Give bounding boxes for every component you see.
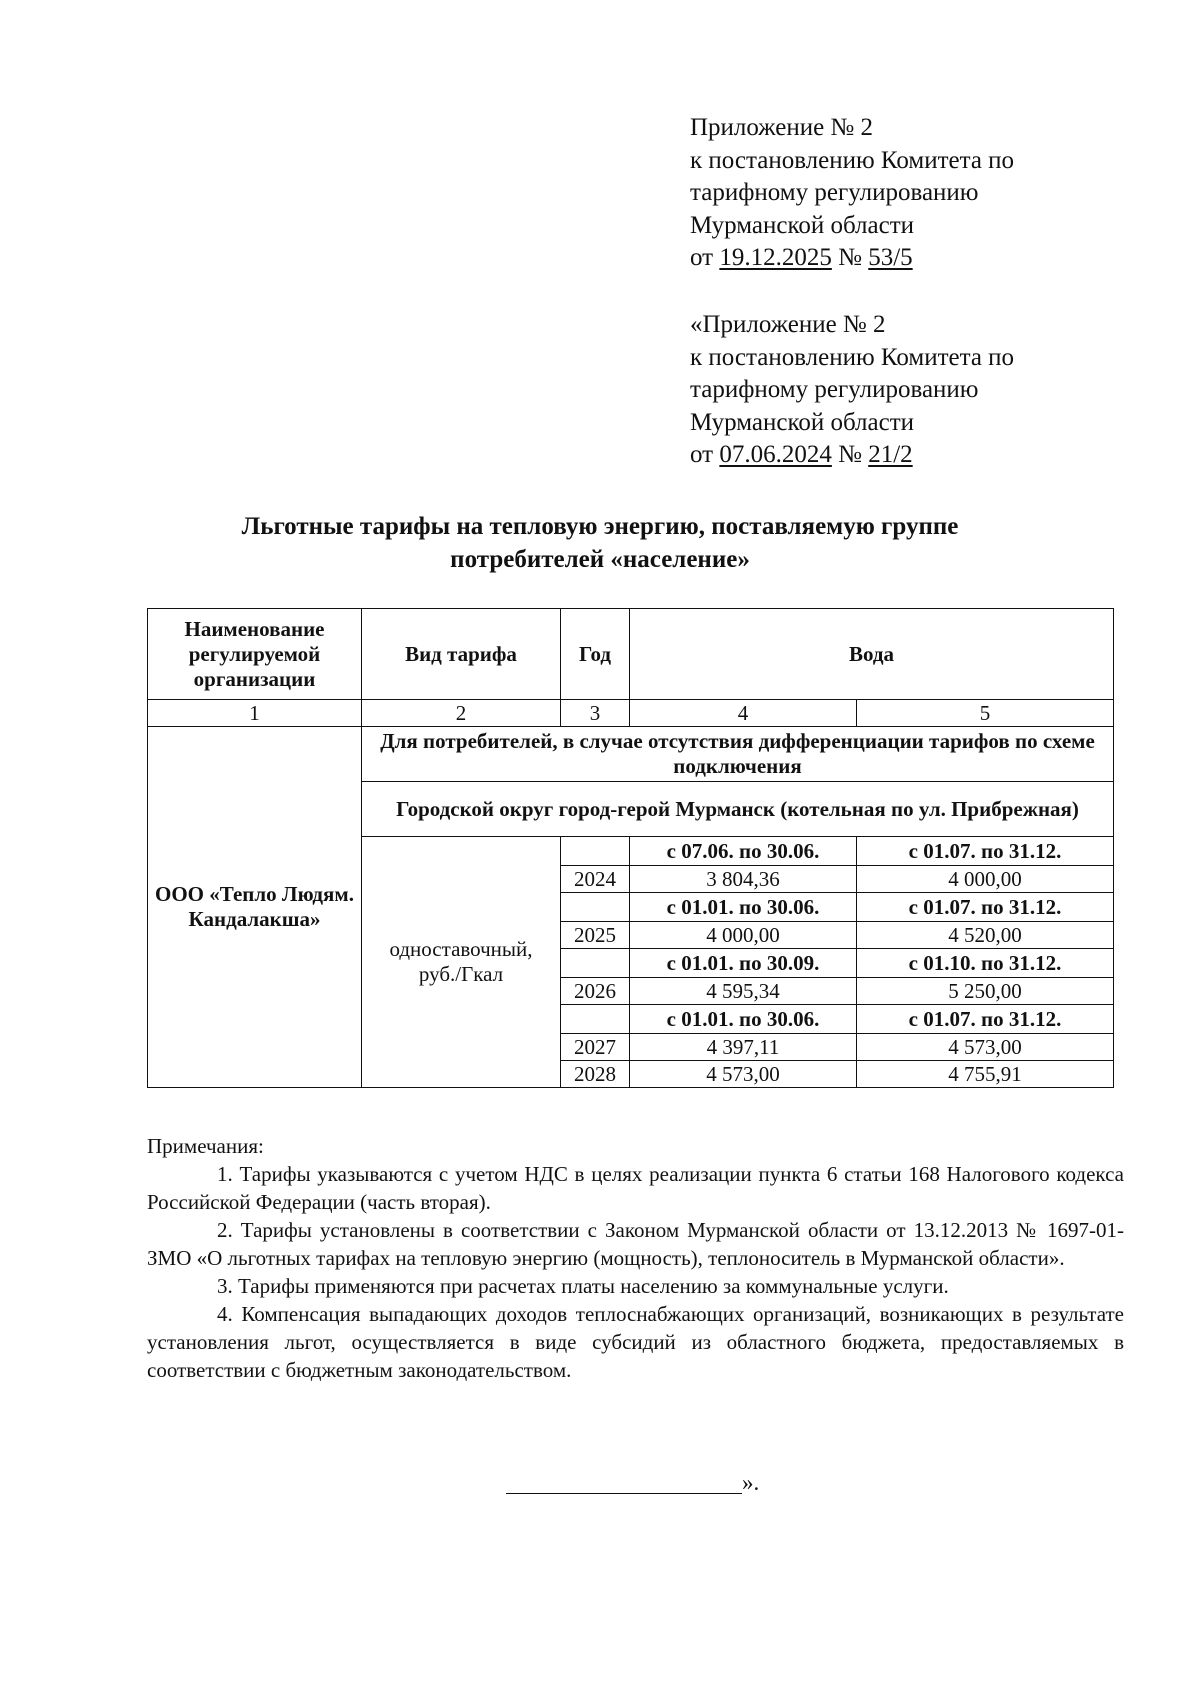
title-line-1: Льготные тарифы на тепловую энергию, поставляемую группе [241,513,959,540]
period-col4: с 01.01. по 30.06. [630,1005,857,1034]
note-item: 4. Компенсация выпадающих доходов теплоснабжающих организаций, возникающих в результате установления льгот, осуществляется в виде субсидий из областного бюджета, предоставляемых в соответствии с бюджетным законодательством. [147,1302,1124,1382]
column-number: 3 [561,700,630,727]
header-year: Год [561,609,630,700]
value-col5: 4 573,00 [857,1034,1114,1061]
section-consumers: Для потребителей, в случае отсутствия дифференциации тарифов по схеме подключения [362,727,1114,782]
tariff-type: одноставочный, руб./Гкал [362,837,561,1088]
year-cell: 2027 [561,1034,630,1061]
resolution-number: 21/2 [868,441,913,468]
period-col5: с 01.07. по 31.12. [857,893,1114,922]
appendix-title: «Приложение № 2 [690,311,886,338]
appendix-date-line [690,242,1014,275]
period-col4: с 07.06. по 30.06. [630,837,857,866]
column-number: 1 [148,700,362,727]
notes-heading: Примечания: [147,1134,264,1158]
tariff-table [147,608,1114,1088]
organization-name: ООО «Тепло Людям. Кандалакша» [148,727,362,1088]
number-prefix: № [838,244,862,271]
appendix-line: тарифному регулированию [690,376,979,403]
appendix-header-original [690,309,1014,472]
appendix-date-line [690,439,1014,472]
value-col4: 4 573,00 [630,1061,857,1088]
title-line-2: потребителей «население» [450,546,750,573]
value-col4: 4 000,00 [630,922,857,949]
period-col5: с 01.10. по 31.12. [857,949,1114,978]
resolution-number: 53/5 [868,244,913,271]
date-prefix: от [690,244,714,271]
year-blank [561,837,630,866]
number-prefix: № [838,441,862,468]
year-blank [561,893,630,922]
appendix-line: к постановлению Комитета по [690,343,1015,371]
notes-section [147,1132,1124,1384]
appendix-line: Мурманской области [690,211,915,239]
year-cell: 2025 [561,922,630,949]
column-number: 2 [362,700,561,727]
period-col4: с 01.01. по 30.09. [630,949,857,978]
value-col5: 4 000,00 [857,866,1114,893]
column-number: 4 [630,700,857,727]
header-org: Наименование регулируемой организации [148,609,362,700]
value-col4: 4 397,11 [630,1034,857,1061]
period-col5: с 01.07. по 31.12. [857,1005,1114,1034]
closing-line [506,1493,742,1494]
header-tariff-type: Вид тарифа [362,609,561,700]
section-row-consumers [148,727,1114,782]
value-col5: 4 520,00 [857,922,1114,949]
column-number: 5 [857,700,1114,727]
appendix-header-current [690,112,1014,275]
closing-quote: ». [742,1470,760,1495]
year-blank [561,1005,630,1034]
note-item: 2. Тарифы установлены в соответствии с Законом Мурманской области от 13.12.2013 № 1697-01-ЗМО «О льготных тарифах на тепловую энергию (мощность), теплоноситель в Мурманской области». [147,1218,1124,1270]
date-prefix: от [690,441,714,468]
table-header-row [148,609,1114,700]
year-cell: 2028 [561,1061,630,1088]
section-location: Городской округ город-герой Мурманск (котельная по ул. Прибрежная) [362,782,1114,837]
appendix-line: к постановлению Комитета по [690,146,1015,174]
period-col5: с 01.07. по 31.12. [857,837,1114,866]
note-item: 3. Тарифы применяются при расчетах платы населению за коммунальные услуги. [217,1274,949,1298]
year-cell: 2024 [561,866,630,893]
appendix-line: Мурманской области [690,408,915,436]
appendix-line: тарифному регулированию [690,179,979,206]
header-water: Вода [630,609,1114,700]
value-col5: 5 250,00 [857,978,1114,1005]
value-col4: 3 804,36 [630,866,857,893]
value-col4: 4 595,34 [630,978,857,1005]
resolution-date: 19.12.2025 [719,244,832,271]
document-title [120,510,1080,576]
column-numbers-row [148,700,1114,727]
appendix-title: Приложение № 2 [690,114,874,141]
note-item: 1. Тарифы указываются с учетом НДС в целях реализации пункта 6 статьи 168 Налогового кодекса Российской Федерации (часть вторая). [147,1162,1124,1214]
value-col5: 4 755,91 [857,1061,1114,1088]
period-col4: с 01.01. по 30.06. [630,893,857,922]
year-blank [561,949,630,978]
resolution-date: 07.06.2024 [719,441,832,468]
year-cell: 2026 [561,978,630,1005]
